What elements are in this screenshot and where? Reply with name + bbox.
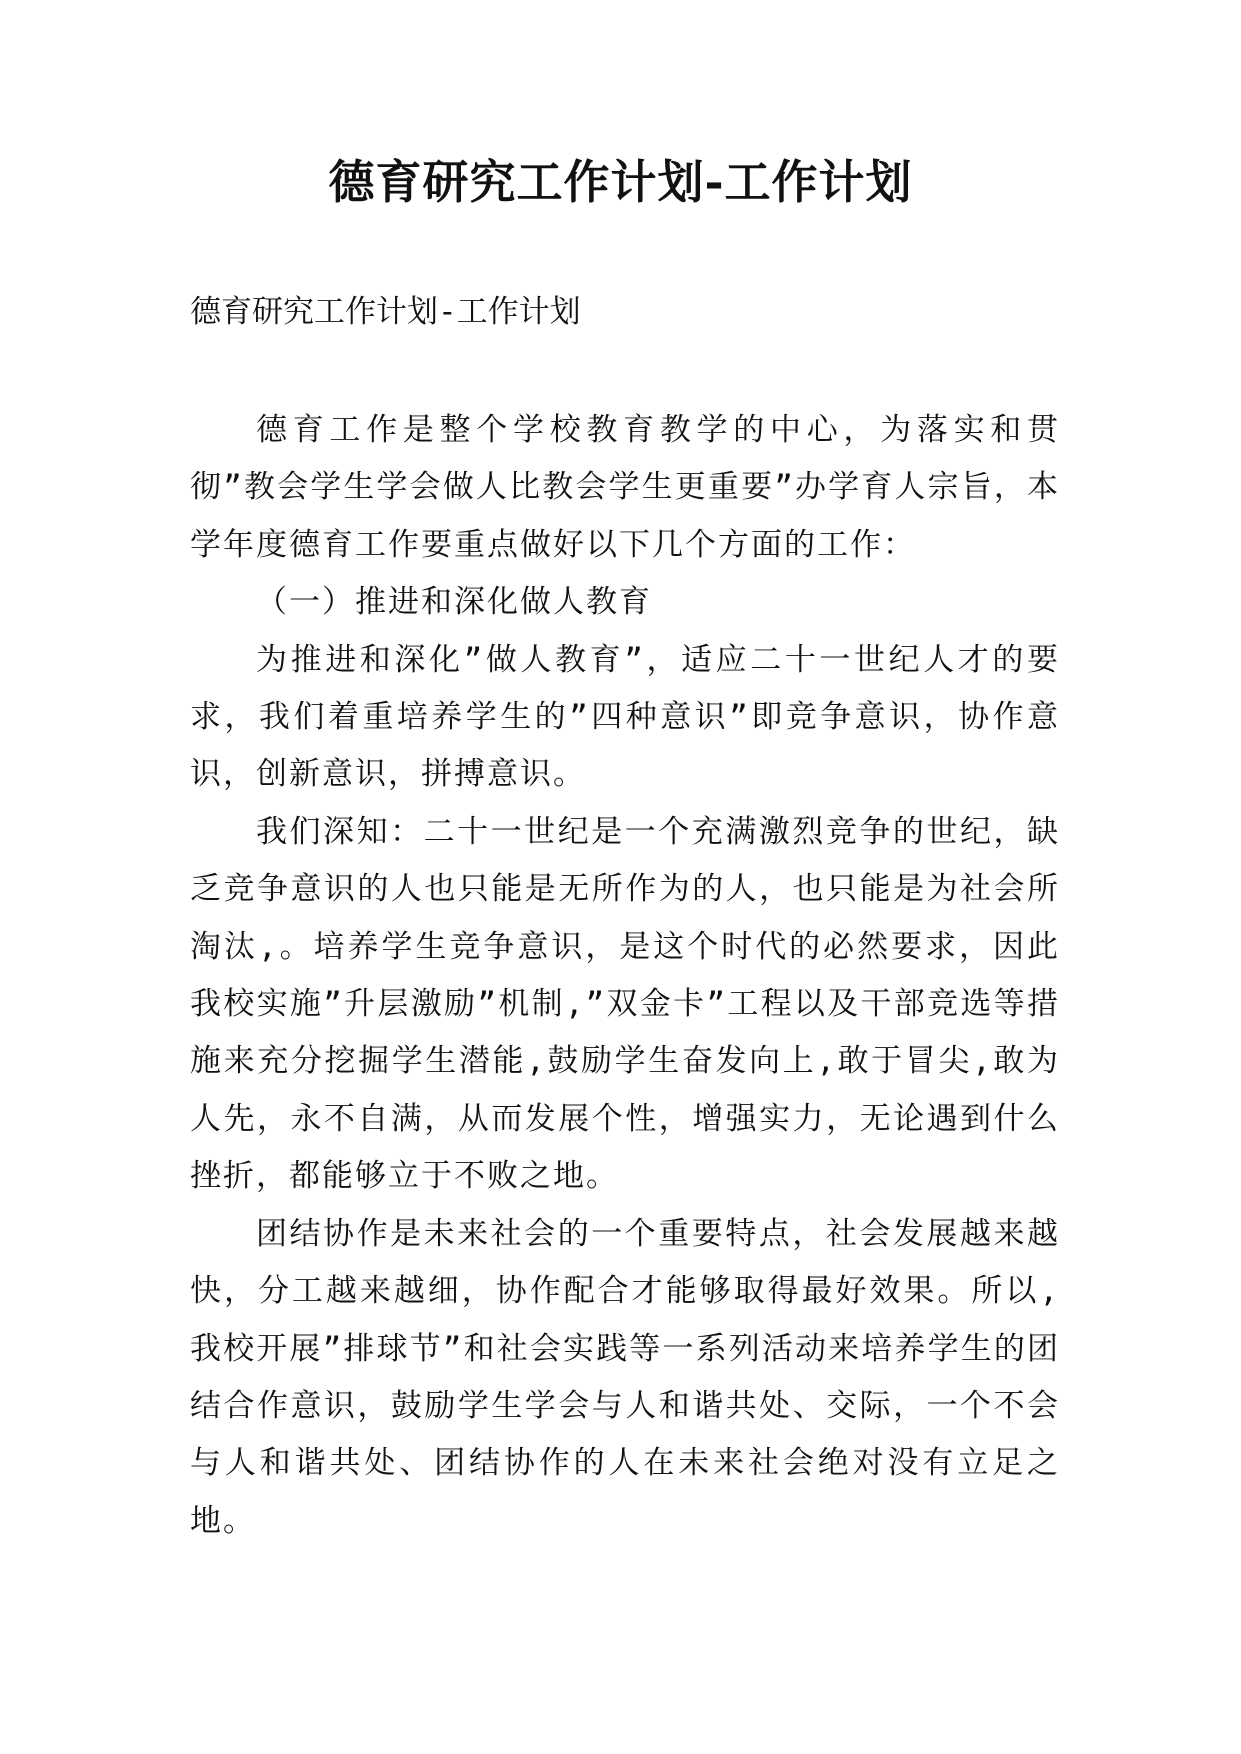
paragraph-four-awareness: 为推进和深化”做人教育”，适应二十一世纪人才的要求，我们着重培养学生的”四种意识”即竞争意识，协作意识，创新意识，拼搏意识。 bbox=[190, 641, 1060, 793]
paragraph-intro: 德育工作是整个学校教育教学的中心，为落实和贯彻”教会学生学会做人比教会学生更重要”办学育人宗旨，本学年度德育工作要重点做好以下几个方面的工作： bbox=[190, 412, 1060, 563]
section-heading: （一）推进和深化做人教育 bbox=[256, 584, 652, 621]
paragraph-teamwork: 团结协作是未来社会的一个重要特点，社会发展越来越快，分工越来越细，协作配合才能够取得最好效果。所以,我校开展”排球节”和社会实践等一系列活动来培养学生的团结合作意识，鼓励学生学会与人和谐共处、交际，一个不会与人和谐共处、团结协作的人在未来社会绝对没有立足之地。 bbox=[190, 1215, 1060, 1539]
document-subtitle: 德育研究工作计划-工作计划 bbox=[190, 294, 581, 330]
paragraph-competition: 我们深知：二十一世纪是一个充满激烈竞争的世纪，缺乏竞争意识的人也只能是无所作为的人，也只能是为社会所淘汰,。培养学生竞争意识，是这个时代的必然要求，因此我校实施”升层激励”机制,”双金卡”工程以及干部竞选等措施来充分挖掘学生潜能,鼓励学生奋发向上,敢于冒尖,敢为人先，永不自满，从而发展个性，增强实力，无论遇到什么挫折，都能够立于不败之地。 bbox=[190, 813, 1060, 1195]
document-body bbox=[190, 402, 1060, 1550]
page-title: 德育研究工作计划-工作计划 bbox=[328, 155, 913, 209]
